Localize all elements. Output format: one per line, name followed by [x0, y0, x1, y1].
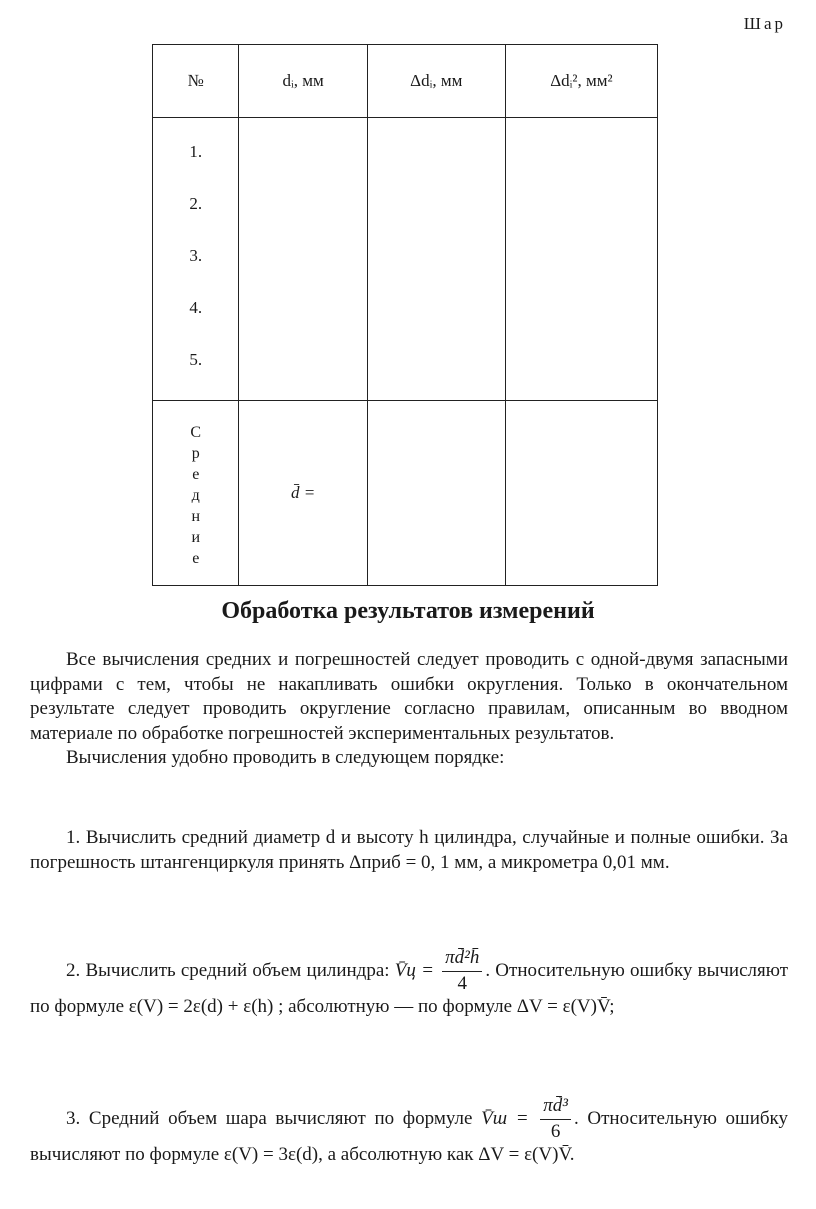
row-number: 1. [189, 142, 203, 161]
row-number: 4. [189, 298, 203, 317]
abs-error-values-cell [367, 118, 505, 401]
header-abs-error: Δdᵢ, мм [367, 45, 505, 118]
cylinder-volume-lhs: V̄ц = [394, 959, 434, 981]
row-numbers-cell [153, 118, 239, 401]
step-3 [30, 1096, 788, 1167]
page-label: Шар [743, 14, 786, 33]
average-label-cell [153, 401, 239, 586]
row-number: 5. [189, 350, 203, 369]
step-1 [30, 826, 788, 875]
row-number: 2. [189, 194, 203, 213]
sq-error-values-cell [505, 118, 657, 401]
average-sq-error-cell [505, 401, 657, 586]
header-number: № [153, 45, 239, 118]
section-title: Обработка результатов измерений [221, 598, 595, 624]
intro-paragraph: Все вычисления средних и погрешностей следует проводить с одной-двумя запасными цифрами с тем, чтобы не накапливать ошибки округления. Только в окончательном результате следует проводить округление согласно правилам, описанным во вводном материале по обработке погрешностей экспериментальных результатов. [30, 649, 788, 744]
average-abs-error-cell [367, 401, 505, 586]
ball-volume-fraction: $\frac{\text{πd̄³}}{6}$ [540, 1096, 571, 1143]
average-label: С р е д н и е [190, 423, 202, 567]
row-number: 3. [189, 246, 203, 265]
header-sq-error: Δdᵢ², мм² [505, 45, 657, 118]
average-diameter-value: d̄ = [290, 483, 316, 502]
table-row [153, 118, 658, 401]
header-diameter: dᵢ, мм [239, 45, 367, 118]
diameter-values-cell [239, 118, 367, 401]
average-row [153, 401, 658, 586]
step-3-text: 3. Средний объем шара вычисляют по формуле V̄ш = $\frac{\text{πd̄³}}{6}$ . Относительную ошибку вычисляют по формуле ε(V) = 3ε(d), а абсолютную как ΔV = ε(V)V̄. [30, 1095, 788, 1165]
step-1-text: 1. Вычислить средний диаметр d и высоту h цилиндра, случайные и полные ошибки. За погрешность штангенциркуля принять Δприб = 0, 1 мм, а микрометра 0,01 мм. [30, 827, 788, 873]
ball-volume-lhs: V̄ш = [481, 1107, 529, 1129]
table-header-row [153, 45, 658, 118]
step-2-text: 2. Вычислить средний объем цилиндра: V̄ц = $\frac{\text{πd̄²h̄}}{4}$ . Относительную ошибку вычисляют по формуле ε(V) = 2ε(d) + ε(h) ; абсолютную — по формуле ΔV = ε(V)V̄; [30, 947, 788, 1017]
average-diameter-cell [239, 401, 367, 586]
order-paragraph: Вычисления удобно проводить в следующем порядке: [66, 747, 505, 768]
cylinder-volume-fraction: $\frac{\text{πd̄²h̄}}{4}$ [442, 948, 482, 995]
step-2 [30, 948, 788, 1019]
measurement-table [152, 44, 658, 586]
body-text [30, 648, 788, 771]
